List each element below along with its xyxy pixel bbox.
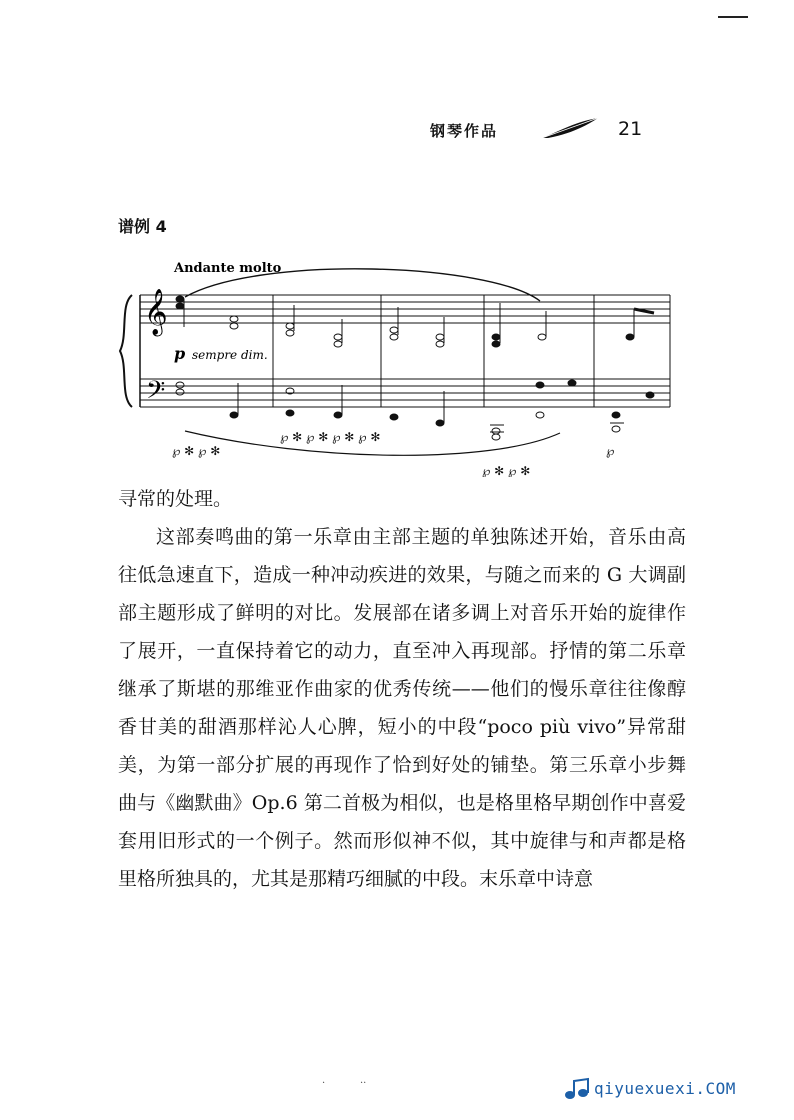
lead-fragment: 寻常的处理。 [118, 488, 233, 510]
scan-speck: ·· [360, 1078, 367, 1089]
bass-notes [176, 380, 654, 440]
tempo-marking: Andante molto [174, 261, 282, 276]
svg-text:℘ ✻ ℘ ✻ ℘ ✻ ℘ ✻: ℘ ✻ ℘ ✻ ℘ ✻ ℘ ✻ [280, 430, 381, 444]
example-label: 谱例 4 [118, 217, 167, 236]
brace [120, 295, 132, 407]
expression-marking: sempre dim. [192, 348, 268, 362]
svg-text:℘: ℘ [606, 444, 615, 458]
barlines [273, 295, 670, 407]
body-text [118, 480, 686, 898]
treble-notes [176, 296, 654, 347]
svg-text:℘ ✻ ℘ ✻: ℘ ✻ ℘ ✻ [172, 444, 221, 458]
scan-speck: · [322, 1078, 326, 1089]
bass-clef: 𝄢 [146, 376, 166, 411]
main-paragraph: 这部奏鸣曲的第一乐章由主部主题的单独陈述开始，音乐由高往低急速直下，造成一种冲动疾进的效果，与随之而来的 G 大调副部主题形成了鲜明的对比。发展部在诸多调上对音乐开始的旋律作了展开，一直保持着它的动力，直至冲入再现部。抒情的第二乐章继承了斯堪的那维亚作曲家的优秀传统——他们的慢乐章往往像醇香甘美的甜酒那样沁人心脾，短小的中段“poco più vivo”异常甜美，为第一部分扩展的再现作了恰到好处的铺垫。第三乐章小步舞曲与《幽默曲》Op.6 第二首极为相似，也是格里格早期创作中喜爱套用旧形式的一个例子。然而形似神不似，其中旋律与和声都是格里格所独具的，尤其是那精巧细腻的中段。末乐章中诗意 [118, 526, 686, 890]
score-figure [110, 255, 680, 477]
dynamic-p: p [174, 344, 186, 363]
page-number: 21 [618, 118, 643, 140]
music-score [110, 255, 680, 477]
feather-ornament-icon [540, 116, 600, 140]
bass-staff [140, 379, 670, 407]
top-rule [718, 16, 748, 18]
music-note-logo-icon [562, 1077, 590, 1101]
treble-clef: 𝄞 [144, 289, 168, 335]
watermark-text: qiyuexuexi.COM [594, 1079, 736, 1098]
pedal-markings [172, 430, 614, 477]
running-head [430, 120, 670, 150]
section-title: 钢琴作品 [430, 122, 499, 140]
treble-staff [140, 295, 670, 323]
svg-text:℘ ✻ ℘ ✻: ℘ ✻ ℘ ✻ [482, 464, 531, 477]
watermark [560, 1076, 770, 1102]
